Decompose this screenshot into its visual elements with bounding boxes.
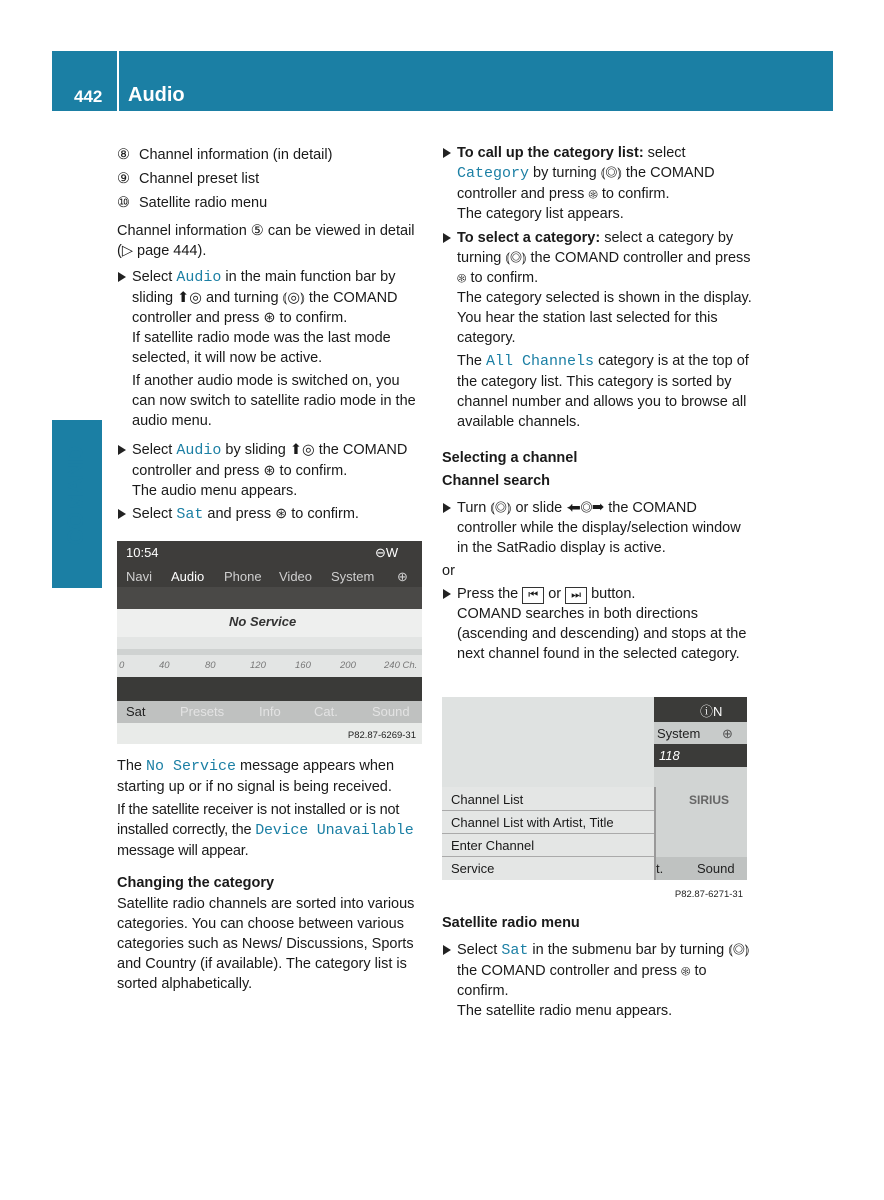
paragraph: If the satellite receiver is not installed or is not installed correctly, the Device Unavailable message will appear. (117, 802, 414, 859)
globe-icon: ⊕ (722, 726, 733, 741)
right-column-lower (442, 913, 752, 1021)
left-column-lower (117, 756, 425, 994)
screenshot-no-service (117, 541, 422, 744)
legend-item-8: ⑧ Channel information (in detail) (117, 147, 333, 163)
legend-item-9: ⑨ Channel preset list (117, 171, 260, 187)
step-select-audio: Select Audio in the main function bar by sliding ⬆◎ and turning ⦅◎⦆ the COMAND controller and press ⊛ to confirm. (117, 267, 425, 328)
frequency-track (117, 649, 422, 655)
heading-satellite-radio-menu: Satellite radio menu (442, 915, 580, 931)
screenshot-satellite-menu (442, 697, 747, 903)
step-turn-controller: Turn ⦅◎⦆ or slide ⬅◎➡ the COMAND controller while the display/selection window in the SatRadio display is active. (442, 498, 752, 558)
header-separator (117, 51, 119, 111)
step-select-category: To select a category: select a category by turning ⦅◎⦆ the COMAND controller and press ⊛ to confirm. (442, 228, 752, 288)
paragraph: Channel information ⑤ can be viewed in detail (▷ page 444). (117, 223, 415, 259)
left-column (117, 145, 425, 525)
screen-background (442, 697, 654, 787)
or-text: or (442, 563, 455, 579)
step-result: COMAND searches in both directions (ascending and descending) and stops at the next channel found in the selected category. (457, 606, 747, 662)
scale-label: 0 (119, 660, 125, 671)
heading-channel-search: Channel search (442, 473, 550, 489)
skip-forward-icon: ⏭ (565, 587, 587, 604)
scale-label: 80 (205, 660, 216, 671)
menu-item-channel-list: Channel List (442, 789, 654, 811)
page-header (52, 51, 833, 111)
scale-label: 200 (340, 660, 356, 671)
image-caption: P82.87-6271-31 (674, 889, 743, 900)
step-result: The All Channels category is at the top of the category list. This category is sorted by channel number and allows you to browse all available channels. (457, 353, 749, 430)
step-result: The category list appears. (457, 206, 624, 222)
image-caption: P82.87-6269-31 (347, 730, 416, 741)
step-call-category-list: To call up the category list: select Category by turning ⦅◎⦆ the COMAND controller and press ⊛ to confirm. (442, 143, 752, 204)
legend-item-10: ⑩ Satellite radio menu (117, 195, 268, 211)
no-service-message: No Service (229, 614, 297, 629)
status-indicator: ⊖W (375, 545, 399, 560)
dark-band (117, 677, 422, 701)
menu-audio: Audio (171, 569, 205, 584)
step-result: The satellite radio menu appears. (457, 1003, 673, 1019)
channel-number: 118 (659, 748, 680, 763)
scale-label: 160 (295, 660, 311, 671)
step-select-sat-submenu: Select Sat in the submenu bar by turning ⦅◎⦆ the COMAND controller and press ⊛ to confirm. (442, 940, 752, 1001)
sirius-logo: SIRIUS (689, 793, 730, 807)
dark-band (117, 587, 422, 609)
paragraph: The No Service message appears when starting up or if no signal is being received. (117, 758, 395, 795)
submenu-presets: Presets (180, 704, 225, 719)
scale-label: 40 (159, 660, 170, 671)
frequency-band (117, 637, 422, 677)
menu-navi: Navi (126, 569, 153, 584)
step-result: The category selected is shown in the display. You hear the station last selected for this category. (457, 290, 752, 346)
menu-phone: Phone (224, 569, 262, 584)
heading-selecting-channel: Selecting a channel (442, 450, 578, 466)
menu-video: Video (279, 569, 313, 584)
side-tab-label: COMAND (63, 446, 88, 545)
menu-system: System (657, 726, 701, 741)
submenu-info: Info (259, 704, 281, 719)
menu-item-service: Service (451, 861, 495, 876)
submenu-sat: Sat (126, 704, 146, 719)
menu-item-enter-channel: Enter Channel (442, 835, 654, 857)
step-select-sat: Select Sat and press ⊛ to confirm. (117, 504, 425, 525)
scale-label: 240 Ch. (384, 660, 418, 671)
clock: 10:54 (126, 545, 159, 560)
step-press-button: Press the ⏮ or ⏭ button. (442, 584, 752, 604)
paragraph: Satellite radio channels are sorted into various categories. You can choose between various categories such as News/ Discussions, Sports and Country (if available). The category list is sorted alphabetically. (117, 896, 415, 992)
submenu-sound: Sound (697, 861, 735, 876)
globe-icon: ⊕ (397, 569, 408, 584)
menu-item-channel-list-artist-title: Channel List with Artist, Title (442, 812, 654, 834)
page-number: 442 (74, 87, 103, 106)
menu-system: System (331, 569, 375, 584)
step-result: The audio menu appears. (132, 483, 298, 499)
right-column (442, 143, 752, 664)
step-result: If satellite radio mode was the last mode selected, it will now be active. (132, 330, 391, 366)
skip-back-icon: ⏮ (522, 587, 544, 604)
submenu-cat: Cat. (314, 704, 338, 719)
page-title: Audio (128, 84, 185, 106)
submenu-cat-truncated: t. (656, 861, 664, 876)
heading-changing-category: Changing the category (117, 875, 275, 891)
step-result: If another audio mode is switched on, you can now switch to satellite radio mode in the audio menu. (132, 373, 416, 429)
submenu-sound: Sound (372, 704, 410, 719)
scale-label: 120 (250, 660, 266, 671)
step-select-audio-slide: Select Audio by sliding ⬆◎ the COMAND controller and press ⊛ to confirm. (117, 440, 425, 481)
status-indicator: ⓘN (700, 704, 723, 719)
